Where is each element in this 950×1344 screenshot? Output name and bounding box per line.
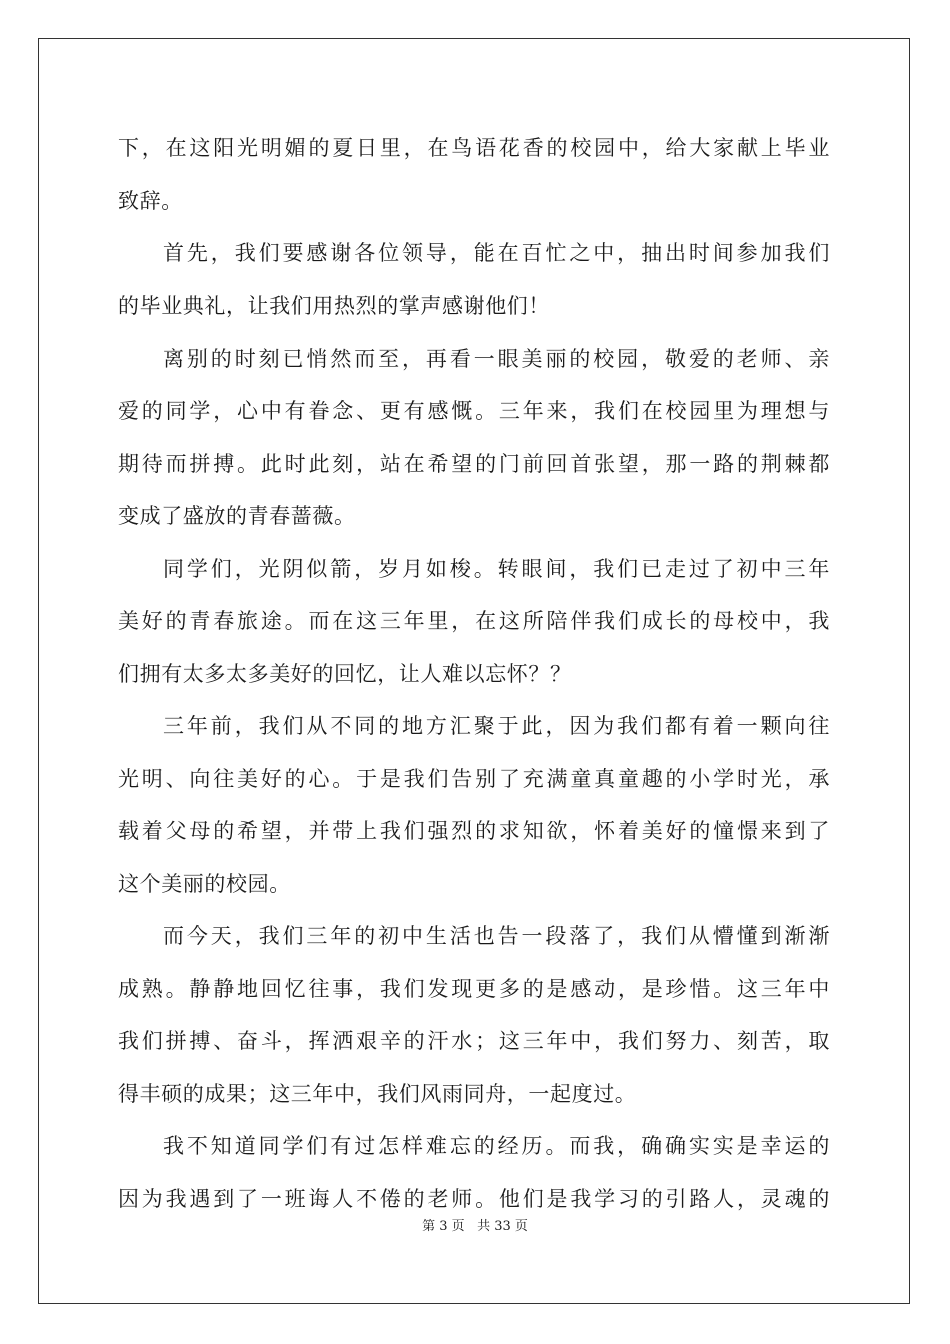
text-line: 载着父母的希望，并带上我们强烈的求知欲，怀着美好的憧憬来到了 <box>118 819 830 843</box>
page-total: 共 33 页 <box>477 1219 528 1234</box>
text-line: 美好的青春旅途。而在这三年里，在这所陪伴我们成长的母校中，我 <box>118 609 830 633</box>
paragraph-first-line: 而今天，我们三年的初中生活也告一段落了，我们从懵懂到渐渐 <box>163 924 830 948</box>
page-number: 第 3 页 <box>422 1219 465 1234</box>
text-line: 得丰硕的成果；这三年中，我们风雨同舟，一起度过。 <box>118 1082 637 1106</box>
paragraph-first-line: 首先，我们要感谢各位领导，能在百忙之中，抽出时间参加我们 <box>163 241 830 265</box>
text-line: 期待而拼搏。此时此刻，站在希望的门前回首张望，那一路的荆棘都 <box>118 452 830 476</box>
page-footer <box>0 1218 950 1236</box>
paragraph-first-line: 同学们，光阴似箭，岁月如梭。转眼间，我们已走过了初中三年 <box>163 557 830 581</box>
text-line: 因为我遇到了一班诲人不倦的老师。他们是我学习的引路人，灵魂的 <box>118 1187 830 1211</box>
text-line: 的毕业典礼，让我们用热烈的掌声感谢他们！ <box>118 294 550 318</box>
text-line: 我们拼搏、奋斗，挥洒艰辛的汗水；这三年中，我们努力、刻苦，取 <box>118 1029 830 1053</box>
paragraph-first-line: 三年前，我们从不同的地方汇聚于此，因为我们都有着一颗向往 <box>163 714 830 738</box>
text-line: 变成了盛放的青春蔷薇。 <box>118 504 356 528</box>
text-line: 这个美丽的校园。 <box>118 872 291 896</box>
text-line: 光明、向往美好的心。于是我们告别了充满童真童趣的小学时光，承 <box>118 767 830 791</box>
text-line: 成熟。静静地回忆往事，我们发现更多的是感动，是珍惜。这三年中 <box>118 977 830 1001</box>
paragraph-first-line: 我不知道同学们有过怎样难忘的经历。而我，确确实实是幸运的 <box>163 1134 830 1158</box>
text-line: 致辞。 <box>118 189 183 213</box>
text-line: 下，在这阳光明媚的夏日里，在鸟语花香的校园中，给大家献上毕业 <box>118 136 830 160</box>
paragraph-first-line: 离别的时刻已悄然而至，再看一眼美丽的校园，敬爱的老师、亲 <box>163 347 830 371</box>
text-line: 们拥有太多太多美好的回忆，让人难以忘怀？？ <box>118 662 572 686</box>
text-line: 爱的同学，心中有眷念、更有感慨。三年来，我们在校园里为理想与 <box>118 399 830 423</box>
